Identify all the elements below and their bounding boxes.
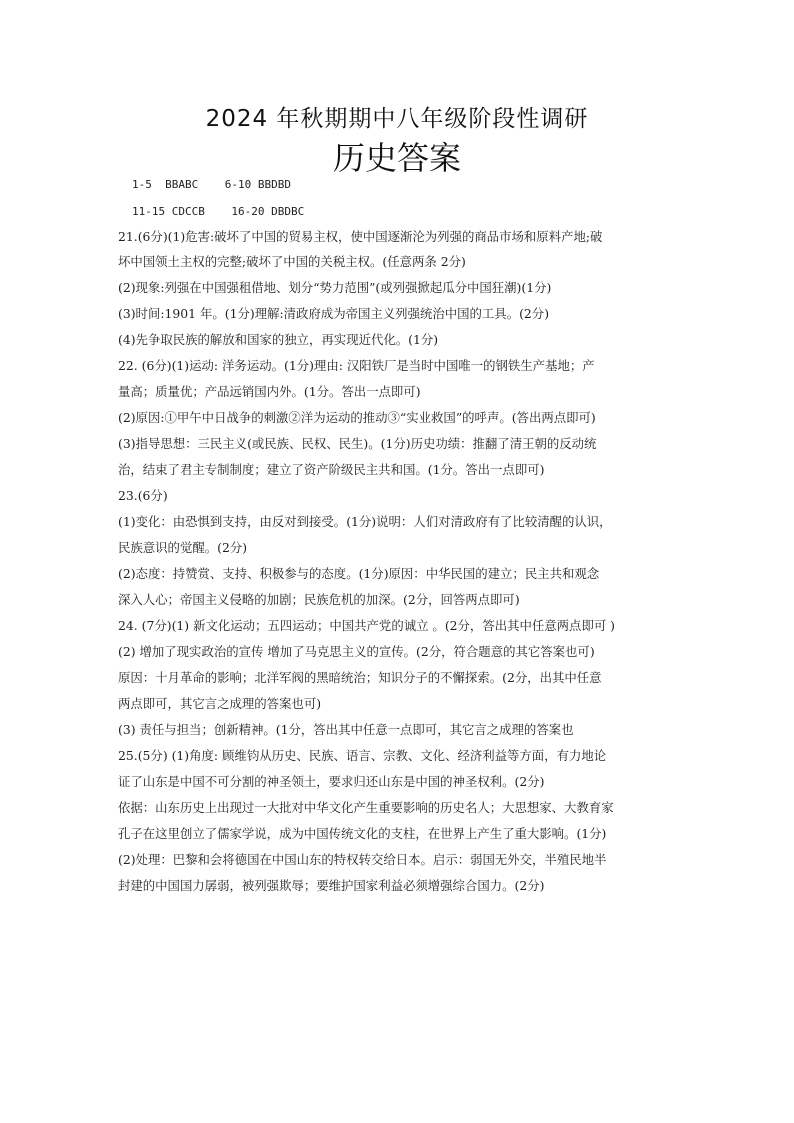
answer-line: 两点即可，其它言之成理的答案也可) — [118, 696, 322, 711]
answer-line: 24. (7分)(1) 新文化运动；五四运动；中国共产党的诚立 。(2分，答出其中任意两点即可 ) — [118, 618, 616, 633]
answer-line: (3) 责任与担当；创新精神。(1分，答出其中任意一点即可，其它言之成理的答案也 — [118, 722, 574, 737]
answer-line: (3)指导思想：三民主义(或民族、民权、民生)。(1分)历史功绩：推翻了清王朝的反动统 — [118, 436, 597, 451]
answer-line: (2) 增加了现实政治的宣传 增加了马克思主义的宣传。(2分，符合题意的其它答案也可) — [118, 644, 595, 659]
answer-line: 22. (6分)(1)运动: 洋务运动。(1分)理由: 汉阳铁厂是当时中国唯一的钢铁生产基地；产 — [118, 358, 595, 373]
answer-line: 证了山东是中国不可分割的神圣领土，要求归还山东是中国的神圣权利。(2分) — [118, 774, 545, 789]
answer-line: 原因：十月革命的影响；北洋军阀的黑暗统治；知识分子的不懈探索。(2分，出其中任意 — [118, 670, 602, 685]
choice-answers-row-1: 1-5 BBABC 6-10 BBDBD — [132, 178, 291, 191]
answer-line: 23.(6分) — [118, 488, 168, 503]
answer-line: 深入人心；帝国主义侵略的加剧；民族危机的加深。(2分，回答两点即可) — [118, 592, 520, 607]
document-title: 2024 年秋期期中八年级阶段性调研 — [205, 106, 589, 132]
choice-answers-row-2: 11-15 CDCCB 16-20 DBDBC — [132, 205, 305, 218]
answer-line: (3)时间:1901 年。(1分)理解:清政府成为帝国主义列强统治中国的工具。(2分) — [118, 306, 550, 321]
answer-line: 21.(6分)(1)危害:破坏了中国的贸易主权，使中国逐渐沦为列强的商品市场和原料产地;破 — [118, 229, 603, 244]
answer-line: 治，结束了君主专制制度；建立了资产阶级民主共和国。(1分。答出一点即可) — [118, 462, 545, 477]
answer-line: (2)现象:列强在中国强租借地、划分“势力范围”(或列强掀起瓜分中国狂潮)(1分) — [118, 280, 552, 295]
answer-line: 民族意识的觉醒。(2分) — [118, 540, 248, 555]
answer-line: (1)变化：由恐惧到支持，由反对到接受。(1分)说明：人们对清政府有了比较清醒的认识， — [118, 514, 612, 529]
answer-line: 依据：山东历史上出现过一大批对中华文化产生重要影响的历史名人；大思想家、大教育家 — [118, 800, 614, 815]
answer-line: 量高；质量优；产品远销国内外。(1分。答出一点即可) — [118, 384, 421, 399]
answer-line: (2)态度：持赞赏、支持、积极参与的态度。(1分)原因：中华民国的建立；民主共和观念 — [118, 566, 600, 581]
answer-line: (2)处理：巴黎和会将德国在中国山东的特权转交给日本。启示：弱国无外交，半殖民地半 — [118, 852, 607, 867]
answer-line: 孔子在这里创立了儒家学说，成为中国传统文化的支柱，在世界上产生了重大影响。(1分) — [118, 826, 607, 841]
answer-line: (4)先争取民族的解放和国家的独立，再实现近代化。(1分) — [118, 332, 439, 347]
answer-line: (2)原因:①甲午中日战争的刺激②洋为运动的推动③“实业救国”的呼声。(答出两点即可) — [118, 410, 596, 425]
answer-line: 25.(5分) (1)角度: 顾维钧从历史、民族、语言、宗教、文化、经济利益等方面，有力地论 — [118, 748, 607, 763]
document-subtitle: 历史答案 — [332, 139, 461, 177]
answer-line: 坏中国领土主权的完整;破坏了中国的关税主权。(任意两条 2分) — [118, 254, 466, 269]
answer-line: 封建的中国国力孱弱，被列强欺辱；要维护国家利益必须增强综合国力。(2分) — [118, 878, 545, 893]
